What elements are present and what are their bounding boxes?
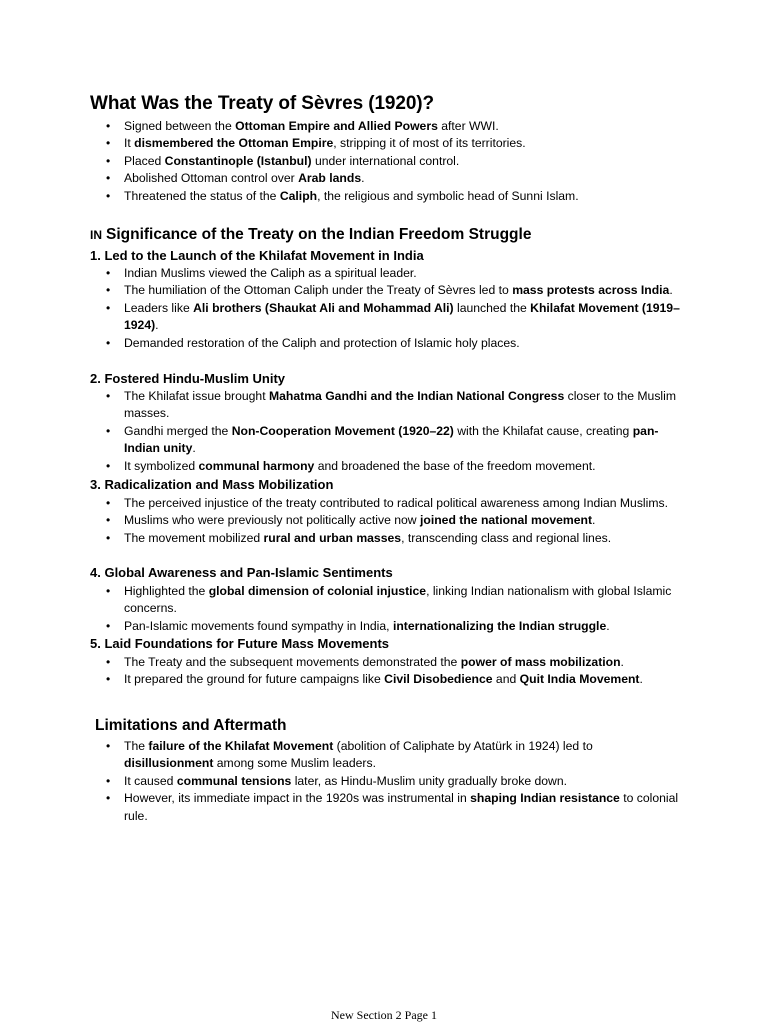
list-item bbox=[90, 790, 684, 825]
list-item bbox=[90, 153, 684, 170]
list-item bbox=[90, 773, 684, 790]
text-run: The Khilafat issue brought bbox=[124, 389, 269, 403]
list-item bbox=[90, 170, 684, 187]
text-run: . bbox=[592, 513, 596, 528]
list-item bbox=[90, 583, 684, 618]
list-item bbox=[90, 118, 684, 135]
page-footer: New Section 2 Page 1 bbox=[331, 1008, 437, 1022]
limitations-bullets bbox=[90, 738, 684, 825]
bold-text: rural and urban masses bbox=[263, 530, 402, 545]
text-run: , stripping it of most of its territories. bbox=[333, 136, 526, 151]
text-run: It caused bbox=[124, 773, 177, 788]
text-run: It symbolized bbox=[124, 458, 199, 473]
section-2-title: 2. Fostered Hindu-Muslim Unity bbox=[90, 371, 286, 386]
text-run: Leaders like bbox=[124, 300, 194, 315]
text-run: Abolished Ottoman control over bbox=[124, 171, 299, 186]
list-item bbox=[90, 335, 684, 352]
bold-text: failure of the Khilafat Movement bbox=[148, 739, 334, 753]
text-run: . bbox=[639, 672, 643, 687]
section-5-title: 5. Laid Foundations for Future Mass Movements bbox=[90, 636, 390, 651]
bold-text: communal harmony bbox=[198, 458, 315, 473]
significance-heading-text: Significance of the Treaty on the Indian Freedom Struggle bbox=[106, 226, 532, 243]
text-run: However, its immediate impact in the 1920s was instrumental in bbox=[124, 791, 471, 806]
list-item bbox=[90, 300, 684, 335]
text-run: . bbox=[155, 318, 159, 333]
text-run: , the religious and symbolic head of Sunni Islam. bbox=[317, 188, 579, 203]
text-run: Threatened the status of the bbox=[124, 188, 280, 203]
bold-text: Mahatma Gandhi and the Indian National Congress bbox=[268, 389, 565, 403]
text-run: The humiliation of the Ottoman Caliph under the Treaty of Sèvres led to bbox=[124, 283, 513, 298]
text-run: Highlighted the bbox=[124, 584, 209, 598]
text-run: The movement mobilized bbox=[124, 530, 264, 545]
text-run: and bbox=[492, 672, 520, 687]
bold-text: communal tensions bbox=[176, 773, 292, 788]
text-run: Demanded restoration of the Caliph and protection of Islamic holy places. bbox=[124, 335, 520, 350]
text-run: It prepared the ground for future campaigns like bbox=[124, 672, 385, 687]
section-1-title: 1. Led to the Launch of the Khilafat Movement in India bbox=[90, 248, 424, 263]
text-run: among some Muslim leaders. bbox=[213, 756, 376, 771]
bold-text: power of mass mobilization bbox=[460, 655, 621, 669]
bold-text: Constantinople (Istanbul) bbox=[164, 153, 312, 168]
intro-bullet-list bbox=[90, 118, 684, 205]
bold-text: dismembered the Ottoman Empire bbox=[134, 136, 334, 151]
bold-text: Quit India Movement bbox=[519, 672, 640, 687]
text-run: after WWI. bbox=[437, 119, 499, 133]
text-run: under international control. bbox=[311, 153, 460, 168]
significance-heading bbox=[90, 226, 531, 244]
text-run: Gandhi merged the bbox=[124, 423, 232, 438]
list-item bbox=[90, 388, 684, 423]
section-4-bullets bbox=[90, 583, 684, 635]
bold-text: pan-Indian unity bbox=[124, 423, 659, 456]
bold-text: Ottoman Empire and Allied Powers bbox=[235, 119, 438, 133]
page-title: What Was the Treaty of Sèvres (1920)? bbox=[90, 93, 435, 114]
bold-text: mass protests across India bbox=[512, 283, 670, 298]
bold-text: Non-Cooperation Movement (1920–22) bbox=[231, 423, 454, 438]
text-run: . bbox=[606, 618, 610, 633]
country-tag: IN bbox=[90, 228, 102, 242]
text-run: to colonial rule. bbox=[124, 791, 679, 823]
text-run: The perceived injustice of the treaty contributed to radical political awareness among Indian Muslims. bbox=[124, 496, 668, 510]
bold-text: Caliph bbox=[279, 188, 318, 203]
bold-text: shaping Indian resistance bbox=[470, 791, 620, 806]
list-item bbox=[90, 458, 684, 475]
text-run: . bbox=[361, 171, 365, 186]
bold-text: Civil Disobedience bbox=[384, 672, 493, 687]
text-run: Pan-Islamic movements found sympathy in India, bbox=[124, 618, 393, 633]
section-3-title: 3. Radicalization and Mass Mobilization bbox=[90, 477, 334, 492]
text-run: later, as Hindu-Muslim unity gradually broke down. bbox=[291, 773, 568, 788]
list-item bbox=[90, 188, 684, 205]
list-item bbox=[90, 671, 684, 688]
list-item bbox=[90, 738, 684, 773]
section-4-title: 4. Global Awareness and Pan-Islamic Sentiments bbox=[90, 565, 393, 580]
text-run: and broadened the base of the freedom movement. bbox=[314, 458, 596, 473]
text-run: Signed between the bbox=[124, 119, 236, 133]
text-run: (abolition of Caliphate by Atatürk in 1924) led to bbox=[333, 739, 593, 753]
text-run: . bbox=[669, 283, 673, 298]
text-run: Placed bbox=[124, 153, 165, 168]
text-run: . bbox=[620, 655, 624, 669]
section-5-bullets bbox=[90, 654, 684, 689]
bold-text: disillusionment bbox=[124, 756, 214, 771]
bold-text: joined the national movement bbox=[420, 513, 592, 528]
text-run: Indian Muslims viewed the Caliph as a spiritual leader. bbox=[124, 266, 417, 280]
section-1-bullets bbox=[90, 265, 684, 352]
text-run: , transcending class and regional lines. bbox=[401, 530, 612, 545]
text-run: The bbox=[124, 739, 149, 753]
section-3-bullets bbox=[90, 495, 684, 547]
list-item bbox=[90, 530, 684, 547]
list-item bbox=[90, 495, 684, 512]
list-item bbox=[90, 654, 684, 671]
list-item bbox=[90, 618, 684, 635]
list-item bbox=[90, 423, 684, 458]
text-run: with the Khilafat cause, creating bbox=[453, 423, 633, 438]
section-2-bullets bbox=[90, 388, 684, 475]
bold-text: Khilafat Movement (1919–1924) bbox=[124, 300, 680, 333]
list-item bbox=[90, 135, 684, 152]
text-run: launched the bbox=[453, 300, 531, 315]
limitations-heading: Limitations and Aftermath bbox=[95, 717, 287, 734]
bold-text: Arab lands bbox=[298, 171, 362, 186]
bold-text: internationalizing the Indian struggle bbox=[392, 618, 607, 633]
text-run: , linking Indian nationalism with global Islamic concerns. bbox=[124, 584, 672, 616]
text-run: closer to the Muslim masses. bbox=[124, 389, 676, 421]
text-run: . bbox=[192, 441, 196, 456]
bold-text: Ali brothers (Shaukat Ali and Mohammad Ali) bbox=[193, 300, 454, 315]
list-item bbox=[90, 282, 684, 299]
list-item bbox=[90, 265, 684, 282]
text-run: Muslims who were previously not politically active now bbox=[124, 513, 420, 528]
list-item bbox=[90, 512, 684, 529]
bold-text: global dimension of colonial injustice bbox=[208, 584, 427, 598]
text-run: It bbox=[124, 136, 135, 151]
text-run: The Treaty and the subsequent movements demonstrated the bbox=[124, 655, 461, 669]
